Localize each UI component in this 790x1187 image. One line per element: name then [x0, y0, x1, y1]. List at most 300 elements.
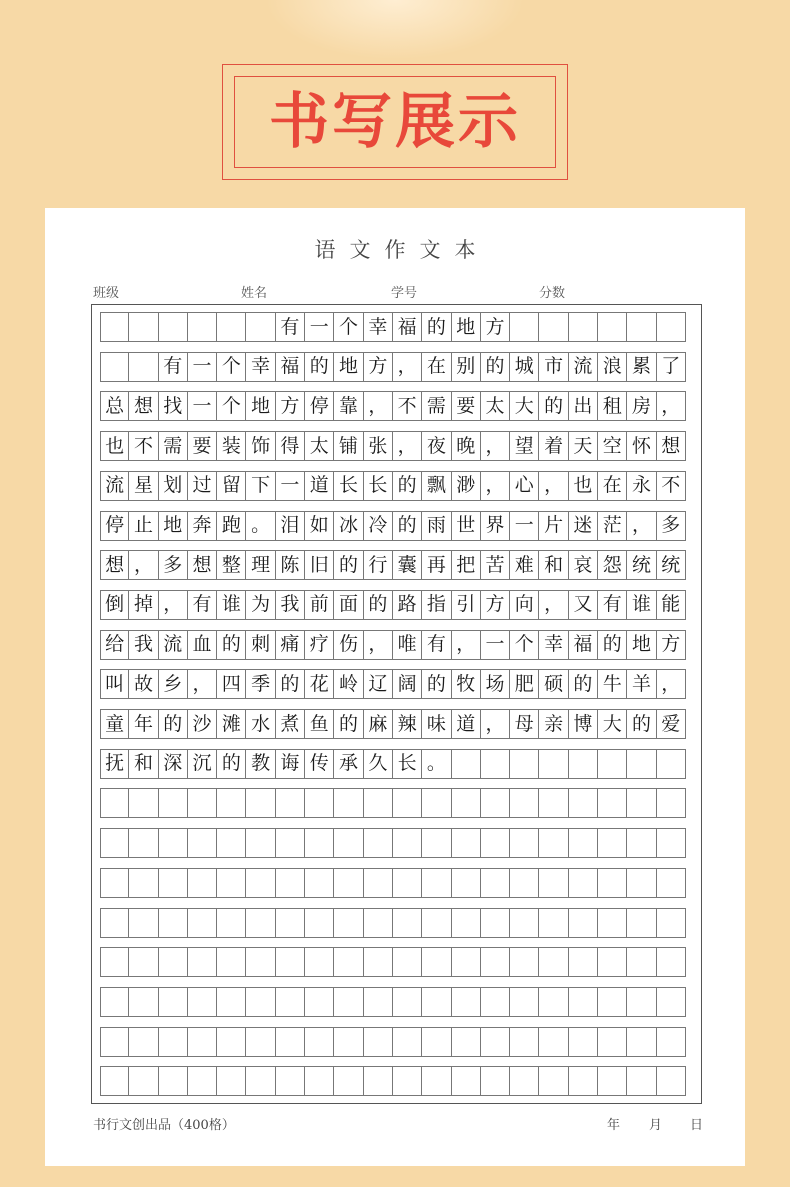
grid-cell: 个	[510, 630, 539, 660]
grid-cell: 泪	[276, 511, 305, 541]
grid-cell	[569, 788, 598, 818]
grid-cell: 的	[334, 550, 363, 580]
grid-cell: 道	[452, 709, 481, 739]
grid-cell	[246, 947, 275, 977]
grid-cell: 理	[246, 550, 275, 580]
grid-cell: 沙	[188, 709, 217, 739]
grid-cell	[159, 1027, 188, 1057]
grid-cell	[569, 828, 598, 858]
grid-cell	[305, 947, 334, 977]
grid-cell	[276, 828, 305, 858]
grid-cell	[510, 828, 539, 858]
grid-cell	[422, 868, 451, 898]
grid-cell	[334, 987, 363, 1017]
grid-cell	[657, 908, 686, 938]
grid-cell: 的	[393, 471, 422, 501]
grid-cell: 辣	[393, 709, 422, 739]
grid-cell	[539, 828, 568, 858]
grid-cell: 承	[334, 749, 363, 779]
grid-cell	[100, 788, 129, 818]
grid-cell: ，	[539, 590, 568, 620]
grid-cell	[217, 987, 246, 1017]
grid-cell: 流	[100, 471, 129, 501]
grid-cell	[305, 908, 334, 938]
grid-cell	[481, 987, 510, 1017]
grid-cell: 一	[188, 352, 217, 382]
grid-cell: 谁	[217, 590, 246, 620]
grid-cell: 找	[159, 391, 188, 421]
grid-cell	[129, 1066, 158, 1096]
grid-row	[100, 511, 692, 541]
grid-cell: 给	[100, 630, 129, 660]
grid-cell	[276, 1066, 305, 1096]
grid-cell	[276, 947, 305, 977]
grid-cell	[100, 828, 129, 858]
grid-cell: 场	[481, 669, 510, 699]
grid-cell: 想	[188, 550, 217, 580]
grid-cell: 。	[422, 749, 451, 779]
grid-cell: 划	[159, 471, 188, 501]
grid-cell	[159, 788, 188, 818]
grid-cell	[364, 1066, 393, 1096]
top-glow	[265, 0, 525, 60]
grid-cell	[217, 828, 246, 858]
grid-row	[100, 868, 692, 898]
grid-cell	[217, 868, 246, 898]
grid-cell	[100, 1027, 129, 1057]
year-label: 年	[607, 1118, 621, 1133]
grid-cell	[452, 1066, 481, 1096]
grid-cell: 怀	[627, 431, 656, 461]
grid-cell	[539, 987, 568, 1017]
grid-cell	[481, 828, 510, 858]
grid-cell: 阔	[393, 669, 422, 699]
grid-cell	[334, 828, 363, 858]
grid-cell	[276, 908, 305, 938]
grid-cell	[510, 987, 539, 1017]
grid-cell	[452, 788, 481, 818]
grid-cell: 倒	[100, 590, 129, 620]
grid-cell: 四	[217, 669, 246, 699]
grid-row	[100, 590, 692, 620]
grid-cell: 幸	[246, 352, 275, 382]
grid-cell: 想	[100, 550, 129, 580]
grid-cell	[334, 868, 363, 898]
grid-cell: 深	[159, 749, 188, 779]
grid-cell	[188, 828, 217, 858]
grid-cell: 有	[276, 312, 305, 342]
grid-cell	[627, 908, 656, 938]
grid-cell: 行	[364, 550, 393, 580]
grid-cell: 囊	[393, 550, 422, 580]
grid-cell	[452, 749, 481, 779]
grid-row	[100, 788, 692, 818]
grid-cell: 谁	[627, 590, 656, 620]
grid-cell: 的	[276, 669, 305, 699]
grid-cell: 长	[364, 471, 393, 501]
grid-cell: 和	[129, 749, 158, 779]
grid-cell: 怨	[598, 550, 627, 580]
grid-cell	[364, 828, 393, 858]
grid-cell	[188, 312, 217, 342]
grid-cell	[598, 749, 627, 779]
grid-cell: 的	[598, 630, 627, 660]
grid-cell	[569, 987, 598, 1017]
grid-cell	[539, 1066, 568, 1096]
grid-cell: 硕	[539, 669, 568, 699]
grid-cell: 的	[481, 352, 510, 382]
grid-cell: 肥	[510, 669, 539, 699]
grid-cell	[539, 868, 568, 898]
grid-cell: 留	[217, 471, 246, 501]
grid-cell: 一	[188, 391, 217, 421]
grid-cell	[217, 947, 246, 977]
grid-cell	[452, 908, 481, 938]
grid-cell: 长	[393, 749, 422, 779]
grid-cell: 能	[657, 590, 686, 620]
grid-cell	[393, 1027, 422, 1057]
grid-cell: 哀	[569, 550, 598, 580]
grid-row	[100, 908, 692, 938]
grid-cell: 辽	[364, 669, 393, 699]
grid-cell	[657, 1066, 686, 1096]
grid-cell: 片	[539, 511, 568, 541]
grid-cell: 把	[452, 550, 481, 580]
grid-cell	[129, 1027, 158, 1057]
grid-cell	[276, 1027, 305, 1057]
grid-cell	[334, 1066, 363, 1096]
grid-cell	[334, 1027, 363, 1057]
grid-cell	[452, 828, 481, 858]
grid-cell: 引	[452, 590, 481, 620]
grid-cell: 久	[364, 749, 393, 779]
banner-inner-frame	[234, 76, 556, 168]
grid-cell: 界	[481, 511, 510, 541]
grid-cell: 空	[598, 431, 627, 461]
grid-cell: ，	[393, 352, 422, 382]
grid-cell: 城	[510, 352, 539, 382]
grid-cell	[246, 987, 275, 1017]
grid-cell	[100, 868, 129, 898]
grid-cell	[569, 947, 598, 977]
grid-row	[100, 947, 692, 977]
grid-cell	[657, 987, 686, 1017]
grid-row	[100, 391, 692, 421]
grid-cell	[246, 788, 275, 818]
grid-cell: ，	[364, 630, 393, 660]
grid-cell: 的	[364, 590, 393, 620]
grid-cell	[305, 1027, 334, 1057]
grid-cell: ，	[188, 669, 217, 699]
grid-cell	[452, 1027, 481, 1057]
paper-title: 语文作文本	[314, 238, 490, 262]
grid-cell	[627, 749, 656, 779]
grid-cell	[100, 947, 129, 977]
grid-cell: 和	[539, 550, 568, 580]
grid-cell	[217, 1066, 246, 1096]
grid-cell	[627, 947, 656, 977]
grid-cell: 也	[569, 471, 598, 501]
grid-cell: 的	[393, 511, 422, 541]
grid-cell	[100, 312, 129, 342]
grid-cell: 也	[100, 431, 129, 461]
grid-cell: 童	[100, 709, 129, 739]
grid-cell	[246, 1066, 275, 1096]
grid-cell: 面	[334, 590, 363, 620]
grid-cell	[481, 1027, 510, 1057]
grid-cell: 个	[217, 352, 246, 382]
grid-cell: 飘	[422, 471, 451, 501]
grid-cell: 整	[217, 550, 246, 580]
grid-cell: 渺	[452, 471, 481, 501]
grid-cell: 向	[510, 590, 539, 620]
grid-cell: 太	[481, 391, 510, 421]
grid-cell: 故	[129, 669, 158, 699]
grid-cell: 雨	[422, 511, 451, 541]
grid-cell: 的	[539, 391, 568, 421]
grid-row	[100, 828, 692, 858]
class-label: 班级	[93, 286, 120, 301]
grid-cell: 福	[393, 312, 422, 342]
grid-cell	[422, 908, 451, 938]
grid-cell: 的	[569, 669, 598, 699]
grid-cell	[334, 908, 363, 938]
grid-cell	[569, 749, 598, 779]
grid-cell: 的	[217, 630, 246, 660]
grid-cell	[510, 312, 539, 342]
grid-cell: 牧	[452, 669, 481, 699]
grid-cell: 教	[246, 749, 275, 779]
grid-cell: 痛	[276, 630, 305, 660]
grid-cell	[422, 1066, 451, 1096]
grid-cell: 茫	[598, 511, 627, 541]
grid-cell: ，	[481, 471, 510, 501]
grid-cell: 要	[452, 391, 481, 421]
grid-cell	[364, 987, 393, 1017]
grid-cell: 多	[657, 511, 686, 541]
grid-cell	[598, 947, 627, 977]
grid-cell: 路	[393, 590, 422, 620]
grid-cell: ，	[627, 511, 656, 541]
month-label: 月	[649, 1118, 663, 1133]
grid-cell: 不	[393, 391, 422, 421]
grid-cell: 累	[627, 352, 656, 382]
grid-cell: ，	[159, 590, 188, 620]
grid-cell: 的	[217, 749, 246, 779]
grid-cell: 年	[129, 709, 158, 739]
grid-cell	[569, 312, 598, 342]
grid-cell: 多	[159, 550, 188, 580]
grid-cell: 我	[276, 590, 305, 620]
grid-cell	[481, 1066, 510, 1096]
grid-cell	[217, 1027, 246, 1057]
grid-cell	[305, 788, 334, 818]
grid-cell: 着	[539, 431, 568, 461]
grid-cell: 幸	[539, 630, 568, 660]
grid-cell: 亲	[539, 709, 568, 739]
grid-cell: 疗	[305, 630, 334, 660]
grid-cell: 地	[159, 511, 188, 541]
grid-cell	[510, 788, 539, 818]
grid-cell: 有	[159, 352, 188, 382]
grid-cell	[598, 908, 627, 938]
grid-cell: 为	[246, 590, 275, 620]
grid-cell: 方	[364, 352, 393, 382]
grid-cell: 天	[569, 431, 598, 461]
grid-cell: 地	[452, 312, 481, 342]
grid-cell: 有	[422, 630, 451, 660]
grid-cell: 旧	[305, 550, 334, 580]
grid-cell: 房	[627, 391, 656, 421]
grid-cell	[246, 828, 275, 858]
grid-cell: 星	[129, 471, 158, 501]
grid-cell	[422, 1027, 451, 1057]
grid-cell: 传	[305, 749, 334, 779]
grid-cell	[188, 1066, 217, 1096]
grid-cell	[510, 868, 539, 898]
grid-cell	[100, 352, 129, 382]
grid-cell: 水	[246, 709, 275, 739]
grid-cell: 陈	[276, 550, 305, 580]
grid-cell	[598, 312, 627, 342]
grid-cell: 靠	[334, 391, 363, 421]
grid-cell	[657, 1027, 686, 1057]
grid-cell	[159, 828, 188, 858]
grid-cell: 在	[598, 471, 627, 501]
grid-cell: 止	[129, 511, 158, 541]
composition-paper	[45, 208, 745, 1166]
grid-cell: 大	[510, 391, 539, 421]
grid-cell	[657, 788, 686, 818]
grid-cell: ，	[129, 550, 158, 580]
grid-cell: 方	[276, 391, 305, 421]
grid-cell: 牛	[598, 669, 627, 699]
grid-cell: 的	[627, 709, 656, 739]
grid-cell: 母	[510, 709, 539, 739]
grid-cell: 地	[627, 630, 656, 660]
grid-cell	[159, 312, 188, 342]
grid-row	[100, 630, 692, 660]
grid-cell	[188, 947, 217, 977]
grid-cell: 福	[569, 630, 598, 660]
grid-cell: 煮	[276, 709, 305, 739]
grid-cell	[188, 987, 217, 1017]
grid-cell: 市	[539, 352, 568, 382]
grid-cell	[246, 868, 275, 898]
grid-cell	[159, 1066, 188, 1096]
grid-cell: 心	[510, 471, 539, 501]
grid-cell	[393, 828, 422, 858]
grid-cell	[627, 312, 656, 342]
banner	[222, 64, 568, 180]
grid-row	[100, 352, 692, 382]
grid-cell: 麻	[364, 709, 393, 739]
grid-cell	[510, 908, 539, 938]
writing-grid	[91, 304, 702, 1104]
grid-cell: 饰	[246, 431, 275, 461]
grid-cell	[598, 1027, 627, 1057]
grid-cell: ，	[452, 630, 481, 660]
grid-cell	[100, 987, 129, 1017]
grid-cell	[129, 947, 158, 977]
grid-cell: 需	[422, 391, 451, 421]
grid-cell	[422, 987, 451, 1017]
grid-cell: 奔	[188, 511, 217, 541]
grid-cell	[481, 788, 510, 818]
grid-cell	[539, 749, 568, 779]
grid-cell	[598, 1066, 627, 1096]
grid-cell: 个	[217, 391, 246, 421]
grid-cell: 装	[217, 431, 246, 461]
grid-cell: 道	[305, 471, 334, 501]
grid-cell	[510, 749, 539, 779]
grid-cell: 有	[188, 590, 217, 620]
grid-row	[100, 749, 692, 779]
grid-cell: 冷	[364, 511, 393, 541]
grid-cell	[539, 908, 568, 938]
grid-cell	[100, 908, 129, 938]
grid-cell	[510, 1066, 539, 1096]
grid-cell: 过	[188, 471, 217, 501]
grid-cell	[422, 828, 451, 858]
grid-row	[100, 709, 692, 739]
grid-cell: 。	[246, 511, 275, 541]
grid-cell: 停	[100, 511, 129, 541]
grid-cell: 在	[422, 352, 451, 382]
grid-cell	[539, 312, 568, 342]
grid-cell: 诲	[276, 749, 305, 779]
grid-cell	[569, 908, 598, 938]
grid-cell: 太	[305, 431, 334, 461]
grid-cell	[188, 788, 217, 818]
grid-cell	[598, 868, 627, 898]
name-label: 姓名	[241, 286, 268, 301]
grid-cell: ，	[539, 471, 568, 501]
grid-cell: 抚	[100, 749, 129, 779]
grid-cell: 掉	[129, 590, 158, 620]
grid-cell: ，	[481, 709, 510, 739]
grid-cell: 一	[481, 630, 510, 660]
grid-cell: 不	[129, 431, 158, 461]
grid-cell: 浪	[598, 352, 627, 382]
grid-cell	[627, 868, 656, 898]
grid-cell: 别	[452, 352, 481, 382]
grid-cell	[657, 749, 686, 779]
grid-cell: 爱	[657, 709, 686, 739]
grid-cell: 血	[188, 630, 217, 660]
grid-row	[100, 1066, 692, 1096]
grid-cell: 再	[422, 550, 451, 580]
grid-cell: 地	[334, 352, 363, 382]
grid-cell: 花	[305, 669, 334, 699]
grid-cell	[510, 1027, 539, 1057]
grid-cell	[598, 788, 627, 818]
grid-cell: 羊	[627, 669, 656, 699]
grid-cell	[393, 868, 422, 898]
grid-cell	[481, 749, 510, 779]
grid-cell: 流	[569, 352, 598, 382]
grid-row	[100, 550, 692, 580]
score-label: 分数	[539, 286, 566, 301]
grid-cell: 方	[481, 590, 510, 620]
grid-cell: 得	[276, 431, 305, 461]
grid-cell: 想	[657, 431, 686, 461]
grid-cell: 地	[246, 391, 275, 421]
grid-cell	[510, 947, 539, 977]
grid-cell	[246, 1027, 275, 1057]
grid-cell	[305, 1066, 334, 1096]
grid-cell	[657, 947, 686, 977]
